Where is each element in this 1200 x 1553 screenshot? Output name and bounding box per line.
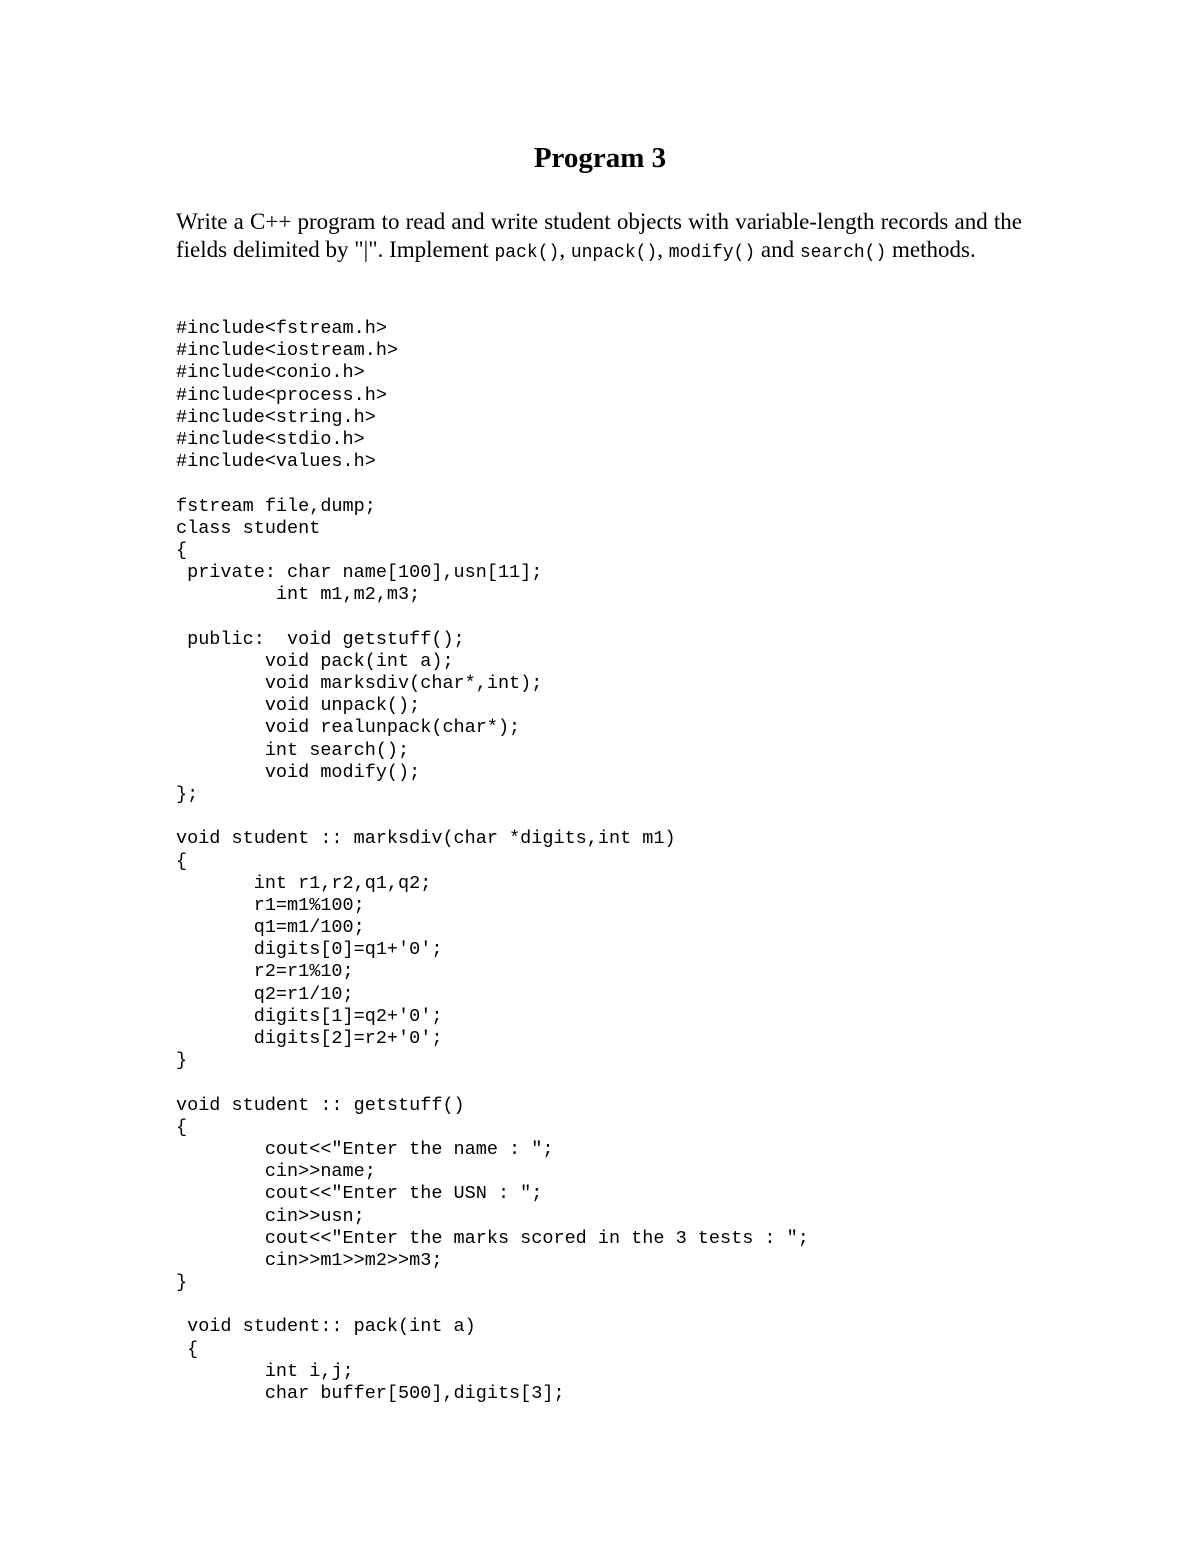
code-line: #include<string.h>: [176, 406, 376, 428]
intro-separator: ,: [559, 237, 571, 262]
code-line: int r1,r2,q1,q2;: [176, 872, 432, 894]
code-line: void modify();: [176, 761, 421, 783]
code-line: #include<process.h>: [176, 384, 387, 406]
code-line: #include<conio.h>: [176, 362, 365, 384]
code-ref-modify: modify(): [668, 243, 756, 263]
code-line: int m1,m2,m3;: [176, 584, 421, 606]
code-line: cin>>name;: [176, 1161, 376, 1183]
code-line: }: [176, 1050, 188, 1072]
code-line: r2=r1%10;: [176, 961, 354, 983]
code-line: void unpack();: [176, 695, 421, 717]
code-line: digits[2]=r2+'0';: [176, 1028, 443, 1049]
code-line: #include<iostream.h>: [176, 340, 399, 362]
intro-separator: and: [755, 237, 800, 262]
code-line: }: [176, 1272, 188, 1294]
code-line: cout<<"Enter the marks scored in the 3 tests : ";: [176, 1227, 809, 1249]
code-line: #include<stdio.h>: [176, 428, 365, 450]
code-line: };: [176, 783, 199, 805]
code-line: fstream file,dump;: [176, 495, 376, 517]
code-line: {: [176, 1338, 199, 1360]
code-ref-pack: pack(): [494, 243, 560, 263]
code-line: digits[1]=q2+'0';: [176, 1005, 443, 1027]
code-line: {: [176, 539, 188, 561]
code-line: cout<<"Enter the name : ";: [176, 1138, 554, 1160]
code-line: [176, 1294, 809, 1316]
code-line: q2=r1/10;: [176, 983, 354, 1005]
intro-separator: ,: [657, 237, 669, 262]
code-line: {: [176, 1116, 188, 1138]
code-line: r1=m1%100;: [176, 894, 365, 916]
code-line: void student :: marksdiv(char *digits,int m1): [176, 828, 676, 850]
code-line: private: char name[100],usn[11];: [176, 562, 543, 584]
code-line: void student :: getstuff(): [176, 1094, 465, 1116]
code-line: void marksdiv(char*,int);: [176, 673, 543, 694]
code-line: [176, 473, 809, 495]
code-line: void pack(int a);: [176, 650, 454, 672]
intro-text: Write a C++ program to read and write student objects with variable-length records and the fields delimited by "|". Implement: [176, 209, 1022, 262]
code-line: [176, 1072, 809, 1094]
code-line: [176, 606, 809, 628]
code-line: void realunpack(char*);: [176, 717, 521, 739]
code-listing: [176, 318, 809, 1405]
code-ref-search: search(): [799, 243, 887, 263]
code-line: digits[0]=q1+'0';: [176, 939, 443, 961]
code-line: int search();: [176, 739, 410, 761]
code-line: {: [176, 850, 188, 872]
code-line: cout<<"Enter the USN : ";: [176, 1183, 543, 1205]
code-line: int i,j;: [176, 1360, 354, 1382]
code-line: #include<fstream.h>: [176, 318, 387, 339]
code-line: class student: [176, 517, 321, 539]
code-line: void student:: pack(int a): [176, 1316, 476, 1338]
code-ref-unpack: unpack(): [570, 243, 658, 263]
intro-text-end: methods.: [886, 237, 976, 262]
code-line: public: void getstuff();: [176, 628, 465, 650]
code-line: [176, 806, 809, 828]
code-line: char buffer[500],digits[3];: [176, 1383, 565, 1404]
code-line: #include<values.h>: [176, 451, 376, 473]
code-line: cin>>usn;: [176, 1205, 365, 1227]
code-line: q1=m1/100;: [176, 917, 365, 939]
intro-paragraph: [176, 208, 1022, 267]
code-line: cin>>m1>>m2>>m3;: [176, 1249, 443, 1271]
page-title: Program 3: [533, 142, 667, 174]
